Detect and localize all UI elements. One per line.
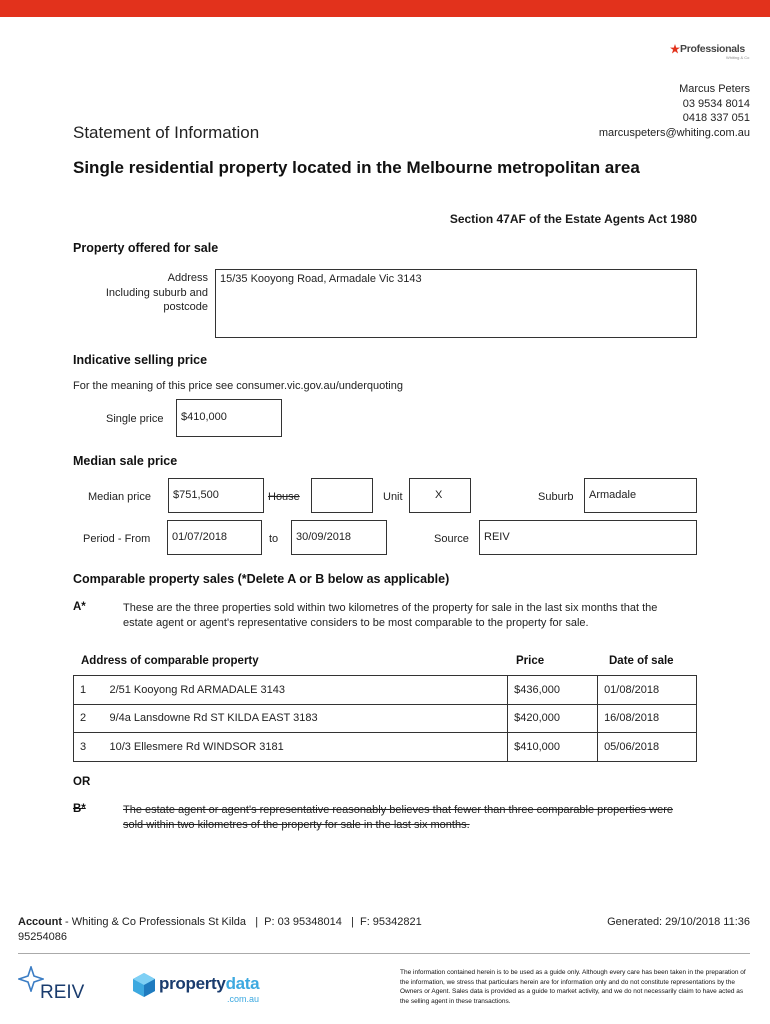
reiv-logo-text: REIV <box>40 982 85 1003</box>
indicative-heading: Indicative selling price <box>73 353 208 367</box>
address-field[interactable]: 15/35 Kooyong Road, Armadale Vic 3143 <box>215 269 697 338</box>
suburb-field[interactable]: Armadale <box>584 478 697 513</box>
option-a-text: These are the three properties sold within two kilometres of the property for sale in the last six months that the estate agent or agent's representative considers to be most comparable to the property for sale. <box>123 602 658 629</box>
row-price: $420,000 <box>508 704 598 733</box>
professionals-logo <box>670 42 750 62</box>
row-number: 2 <box>74 704 104 733</box>
option-b-text: The estate agent or agent's representative reasonably believes that fewer than three comparable properties were sold within two kilometres of the property for sale in the last six months. <box>123 804 673 831</box>
property-heading: Property offered for sale <box>73 241 219 255</box>
single-price-label: Single price <box>106 413 164 425</box>
propertydata-domain: .com.au <box>227 994 260 1004</box>
median-price-field[interactable]: $751,500 <box>168 478 264 513</box>
logo-subtext: Whiting & Co <box>726 55 750 60</box>
row-date: 01/08/2018 <box>598 676 697 705</box>
period-to-label: to <box>269 533 279 545</box>
document-title: Single residential property located in the Melbourne metropolitan area <box>73 158 640 177</box>
table-row <box>74 676 697 705</box>
or-label: OR <box>73 776 91 788</box>
row-address: 10/3 Ellesmere Rd WINDSOR 3181 <box>103 733 507 762</box>
period-from-label: Period - From <box>83 533 151 545</box>
agent-email: marcuspeters@whiting.com.au <box>598 126 750 139</box>
account-id: 95254086 <box>18 931 67 943</box>
row-address: 2/51 Kooyong Rd ARMADALE 3143 <box>103 676 507 705</box>
option-a-label: A* <box>73 601 86 613</box>
option-b-label: B* <box>73 803 86 815</box>
house-label: House <box>268 491 300 503</box>
col-price-header: Price <box>516 655 545 667</box>
propertydata-logo <box>131 972 271 1008</box>
row-date: 16/08/2018 <box>598 704 697 733</box>
indicative-note: For the meaning of this price see consumer.vic.gov.au/underquoting <box>73 380 403 392</box>
median-heading: Median sale price <box>73 454 178 468</box>
period-from-field[interactable]: 01/07/2018 <box>167 520 262 555</box>
suburb-label: Suburb <box>538 491 574 503</box>
document-subtitle: Statement of Information <box>73 123 260 142</box>
account-details: - Whiting & Co Professionals St Kilda | P: 03 95348014 | F: 95342821 <box>62 916 422 928</box>
disclaimer-text: The information contained herein is to be used as a guide only. Although every care has been taken in the preparation of the information, we stress that particulars herein are for information only and do not constitute representations by the Owners or Agent. Sales data is provided as a guide to market activity, and we do not necessarily claim to have acted as the selling agent in these transactions. <box>400 969 746 1005</box>
footer-divider <box>18 953 750 954</box>
agent-name: Marcus Peters <box>679 83 750 95</box>
row-price: $410,000 <box>508 733 598 762</box>
col-date-header: Date of sale <box>609 655 674 667</box>
account-label: Account <box>18 916 62 928</box>
star-icon <box>670 44 680 54</box>
unit-label: Unit <box>383 491 403 503</box>
comparable-heading: Comparable property sales (*Delete A or B below as applicable) <box>73 572 450 586</box>
agent-phone-2: 0418 337 051 <box>682 112 750 124</box>
table-row <box>74 704 697 733</box>
comparable-table <box>73 675 697 762</box>
house-field[interactable] <box>311 478 373 513</box>
section-reference: Section 47AF of the Estate Agents Act 1980 <box>449 212 697 226</box>
reiv-logo <box>18 966 93 1006</box>
table-row <box>74 733 697 762</box>
cube-icon <box>131 972 157 998</box>
logo-text: Professionals <box>680 43 745 55</box>
row-number: 3 <box>74 733 104 762</box>
single-price-field[interactable]: $410,000 <box>176 399 282 437</box>
agent-contact <box>599 82 750 140</box>
address-label: Address Including suburb and postcode <box>105 272 208 313</box>
row-number: 1 <box>74 676 104 705</box>
row-date: 05/06/2018 <box>598 733 697 762</box>
source-label: Source <box>434 533 469 545</box>
propertydata-text: propertydata <box>159 974 260 993</box>
col-address-header: Address of comparable property <box>81 655 259 667</box>
agent-phone-1: 03 9534 8014 <box>682 97 750 110</box>
period-to-field[interactable]: 30/09/2018 <box>291 520 387 555</box>
source-field[interactable]: REIV <box>479 520 697 555</box>
account-info <box>18 915 538 945</box>
row-price: $436,000 <box>508 676 598 705</box>
top-accent-bar <box>0 0 770 17</box>
unit-field[interactable]: X <box>409 478 471 513</box>
median-price-label: Median price <box>88 491 151 503</box>
row-address: 9/4a Lansdowne Rd ST KILDA EAST 3183 <box>103 704 507 733</box>
generated-timestamp: Generated: 29/10/2018 11:36 <box>607 916 750 928</box>
